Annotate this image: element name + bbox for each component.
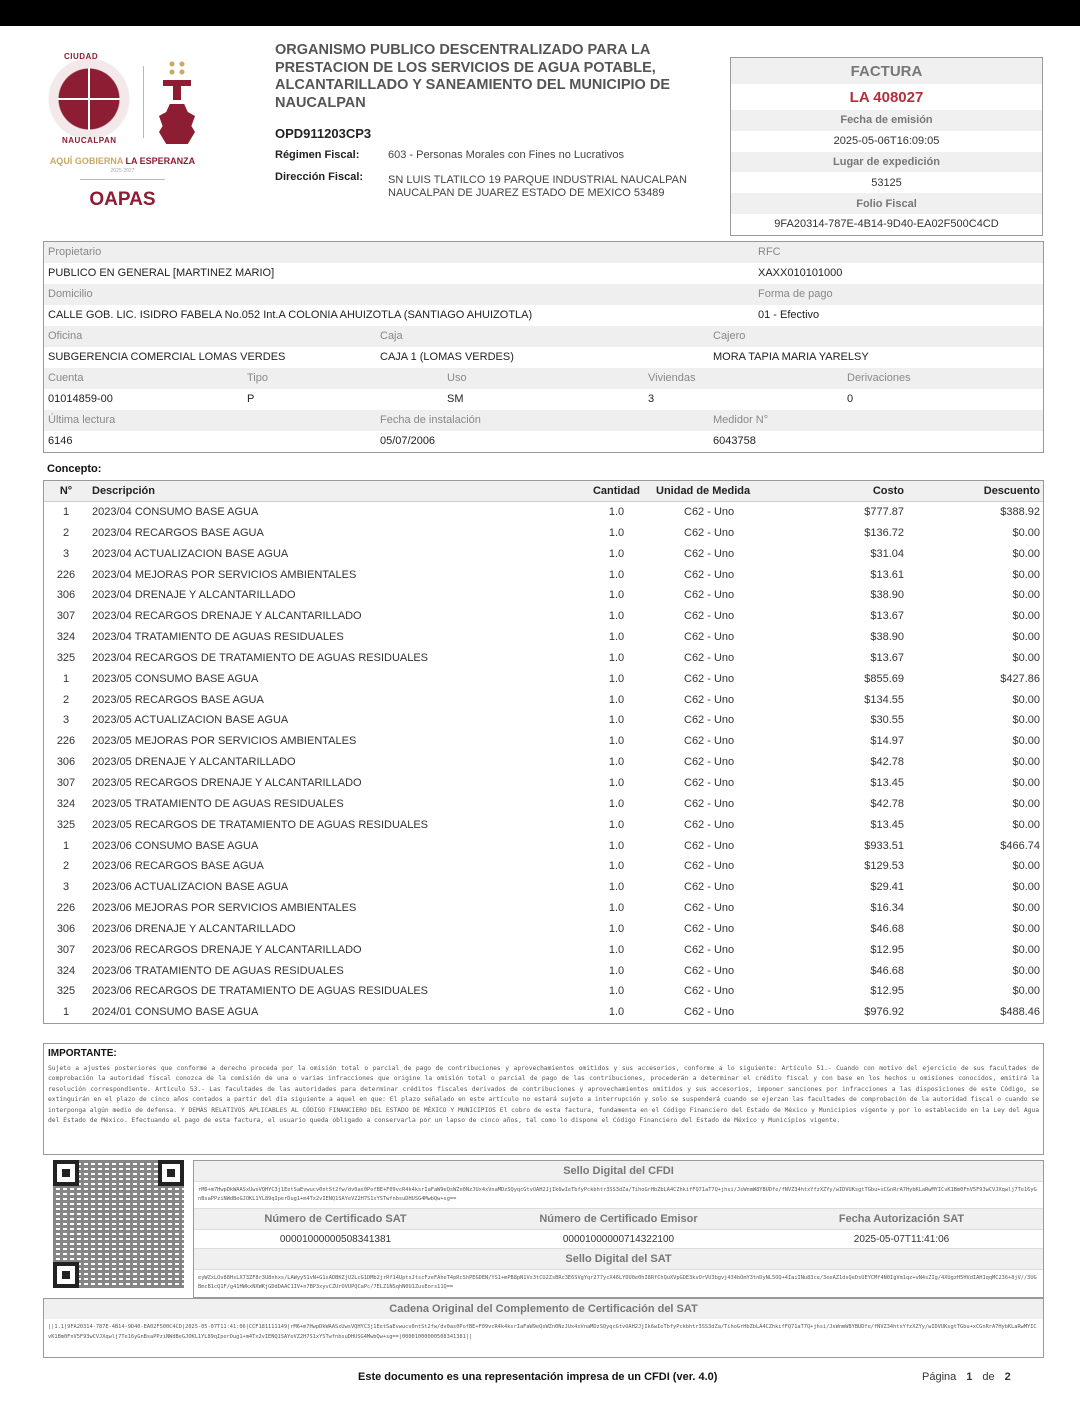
row-costo: $12.95 [870,985,904,998]
row-n: 325 [56,985,76,998]
direccion-fiscal: Dirección Fiscal: SN LUIS TLATILCO 19 PARQUE INDUSTRIAL NAUCALPAN NAUCALPAN DE JUAREZ ESTADO DE MEXICO 53489 [275,170,687,199]
row-cantidad: 1.0 [608,714,625,727]
row-n: 324 [56,631,76,644]
cajero-label: Cajero [713,330,746,342]
row-unidad: C62 - Uno [684,985,735,998]
row-descuento: $0.00 [1012,735,1040,748]
row-costo: $13.45 [870,818,904,831]
row-descripcion: 2023/05 RECARGOS DRENAJE Y ALCANTARILLADO [92,776,362,789]
row-descripcion: 2023/04 TRATAMIENTO DE AGUAS RESIDUALES [92,631,344,644]
importante-box [43,1043,1044,1155]
row-cantidad: 1.0 [608,985,625,998]
row-n: 3 [62,714,70,727]
row-unidad: C62 - Uno [684,922,735,935]
row-unidad: C62 - Uno [684,1006,735,1019]
concepto-table-header [44,481,1043,502]
row-cantidad: 1.0 [608,756,625,769]
row-n: 324 [56,797,76,810]
row-unidad: C62 - Uno [684,943,735,956]
row-descuento: $0.00 [1012,964,1040,977]
cfdi-footer-note: Este documento es una representación impresa de un CFDI (ver. 4.0) [358,1371,718,1383]
table-row [44,627,1043,648]
table-row [44,940,1043,961]
row-costo: $29.41 [870,881,904,894]
row-descuento: $0.00 [1012,589,1040,602]
row-unidad: C62 - Uno [684,568,735,581]
row-cantidad: 1.0 [608,1006,625,1019]
sello-digital-box [193,1160,1044,1298]
row-descripcion: 2023/05 TRATAMIENTO DE AGUAS RESIDUALES [92,797,344,810]
table-row [44,606,1043,627]
row-n: 1 [62,506,70,518]
naucalpan-glyph-icon [157,60,197,148]
table-row [44,981,1043,1002]
row-costo: $136.72 [864,526,904,539]
row-unidad: C62 - Uno [684,714,735,727]
row-descuento: $0.00 [1012,693,1040,706]
row-cantidad: 1.0 [608,610,625,623]
cert-emisor-label: Número de Certificado Emisor [477,1209,760,1230]
row-unidad: C62 - Uno [684,526,735,539]
table-row [44,523,1043,544]
row-cantidad: 1.0 [608,651,625,664]
row-descripcion: 2023/06 CONSUMO BASE AGUA [92,839,259,852]
fecha-emision-value: 2025-05-06T16:09:05 [833,135,940,148]
row-descuento: $0.00 [1012,631,1040,644]
row-costo: $42.78 [870,797,904,810]
sello-sat-label: Sello Digital del SAT [194,1249,1043,1270]
propietario-value: PUBLICO EN GENERAL [MARTINEZ MARIO] [48,267,275,279]
row-unidad: C62 - Uno [684,776,735,789]
row-n: 325 [56,651,76,664]
row-descripcion: 2023/06 RECARGOS DE TRATAMIENTO DE AGUAS RESIDUALES [92,985,429,998]
row-n: 226 [56,902,76,915]
row-descripcion: 2023/05 RECARGOS DE TRATAMIENTO DE AGUAS RESIDUALES [92,818,429,831]
table-row [44,752,1043,773]
factura-box [730,57,1043,236]
oficina-value: SUBGERENCIA COMERCIAL LOMAS VERDES [48,351,286,363]
rfc-value: XAXX010101000 [758,267,843,279]
cert-emisor-value: 00001000000714322100 [477,1230,760,1249]
row-descripcion: 2023/06 RECARGOS BASE AGUA [92,860,264,873]
oapas-logo [40,52,205,222]
row-n: 307 [56,610,76,623]
row-descuento: $466.74 [1000,839,1040,852]
sello-cfdi-value: rM6+m7HwpDkWAASxUwsVQHYC3j1EetSaEvwucv0ntSt2fw/dv0as0PofBE+F09vcR4k4ksrIaFaW9eQsWZn0NzJUx4xVnaMDzSQyqcGtvOAH2JjIk6wIeTbfyPckbhtr3SS3dZa/TihoGrHbZbLA4CZhkifFQ71aT7Q+jhsi/JsWnmW8YBUDfe/fNVZ34htxYfzXZYy/wIDVUKsgtTGbu+xCGnRrA7HybKLaRwMYICvK1Bm0FnV5F93wCVJXqwlj7Te16yGnBsaPPziNWdBeGJOKL1YL89qIperDug1+m4Tx2vIENQ1SAYeVZ2H7S1xYSTwfnbsuDHUSG4MwbQw+sg== [194,1182,1043,1209]
row-costo: $129.53 [864,860,904,873]
row-unidad: C62 - Uno [684,672,735,685]
table-row [44,856,1043,877]
viviendas-value: 3 [648,393,655,405]
medidor-value: 6043758 [713,435,756,447]
row-descuento: $0.00 [1012,797,1040,810]
table-row [44,731,1043,752]
row-cantidad: 1.0 [608,589,625,602]
row-unidad: C62 - Uno [684,693,735,706]
row-descripcion: 2023/04 RECARGOS BASE AGUA [92,526,264,539]
row-cantidad: 1.0 [608,693,625,706]
row-cantidad: 1.0 [608,672,625,685]
row-unidad: C62 - Uno [684,506,735,518]
row-costo: $976.92 [864,1006,904,1019]
row-n: 306 [56,922,76,935]
row-costo: $16.34 [870,902,904,915]
row-n: 3 [62,547,70,560]
row-unidad: C62 - Uno [684,547,735,560]
seal-text-bottom: NAUCALPAN [62,136,117,145]
header-costo: Costo [872,485,904,497]
row-unidad: C62 - Uno [684,589,735,602]
row-n: 226 [56,568,76,581]
row-n: 307 [56,943,76,956]
row-cantidad: 1.0 [608,631,625,644]
tipo-value: P [247,393,255,405]
row-cantidad: 1.0 [608,943,625,956]
row-cantidad: 1.0 [608,526,625,539]
header-descripcion: Descripción [92,485,155,497]
cert-sat-label: Número de Certificado SAT [194,1209,477,1230]
row-cantidad: 1.0 [608,902,625,915]
row-costo: $31.04 [870,547,904,560]
rfc-label: RFC [758,246,781,258]
page-current: 1 [966,1371,973,1383]
row-descuento: $0.00 [1012,526,1040,539]
regimen-fiscal: Régimen Fiscal: 603 - Personas Morales con Fines no Lucrativos [275,149,625,161]
row-descuento: $0.00 [1012,881,1040,894]
row-cantidad: 1.0 [608,839,625,852]
table-row [44,690,1043,711]
table-row [44,836,1043,857]
oficina-label: Oficina [48,330,83,342]
row-descripcion: 2023/06 ACTUALIZACION BASE AGUA [92,881,289,894]
issuer-name: ORGANISMO PUBLICO DESCENTRALIZADO PARA LA PRESTACION DE LOS SERVICIOS DE AGUA POTABLE, ALCANTARILLADO Y SANEAMIENTO DEL MUNICIPIO DE NAUCALPAN [275,42,671,111]
lugar-expedicion-value: 53125 [871,176,902,189]
row-unidad: C62 - Uno [684,610,735,623]
row-descripcion: 2023/05 ACTUALIZACION BASE AGUA [92,714,289,727]
row-costo: $42.78 [870,756,904,769]
row-descuento: $0.00 [1012,860,1040,873]
row-n: 1 [62,672,70,685]
row-cantidad: 1.0 [608,818,625,831]
concepto-label: Concepto: [47,463,102,475]
row-cantidad: 1.0 [608,964,625,977]
row-unidad: C62 - Uno [684,651,735,664]
issuer-rfc: OPD911203CP3 [275,126,372,141]
row-n: 1 [62,1006,70,1019]
row-descuento: $0.00 [1012,985,1040,998]
row-costo: $13.67 [870,651,904,664]
row-descuento: $488.46 [1000,1006,1040,1019]
row-cantidad: 1.0 [608,776,625,789]
propietario-label: Propietario [48,246,102,258]
row-unidad: C62 - Uno [684,818,735,831]
cajero-value: MORA TAPIA MARIA YARELSY [713,351,869,363]
row-unidad: C62 - Uno [684,902,735,915]
row-costo: $933.51 [864,839,904,852]
row-descripcion: 2023/04 RECARGOS DE TRATAMIENTO DE AGUAS RESIDUALES [92,651,429,664]
row-costo: $30.55 [870,714,904,727]
row-cantidad: 1.0 [608,735,625,748]
logo-slogan: AQUÍ GOBIERNA LA ESPERANZA [49,156,196,166]
caja-value: CAJA 1 (LOMAS VERDES) [380,351,514,363]
row-descuento: $427.86 [1000,672,1040,685]
row-n: 226 [56,735,76,748]
row-descuento: $0.00 [1012,651,1040,664]
header-n: N° [59,485,73,497]
row-n: 2 [62,860,70,873]
domicilio-label: Domicilio [48,288,93,300]
fecha-autorizacion-label: Fecha Autorización SAT [760,1209,1043,1230]
logo-divider [143,66,144,138]
table-row [44,710,1043,731]
uso-value: SM [447,393,464,405]
row-cantidad: 1.0 [608,547,625,560]
concepto-table [43,480,1044,1024]
customer-info [43,241,1044,453]
row-costo: $777.87 [864,506,904,518]
cadena-label: Cadena Original del Complemento de Certificación del SAT [44,1299,1043,1319]
page-total: 2 [1004,1371,1011,1383]
folio-fiscal-label: Folio Fiscal [731,193,1042,214]
table-row [44,648,1043,669]
table-row [44,1002,1043,1023]
row-n: 325 [56,818,76,831]
row-descripcion: 2023/04 MEJORAS POR SERVICIOS AMBIENTALES [92,568,357,581]
row-costo: $13.67 [870,610,904,623]
row-descripcion: 2023/06 RECARGOS DRENAJE Y ALCANTARILLADO [92,943,362,956]
row-descripcion: 2023/05 MEJORAS POR SERVICIOS AMBIENTALES [92,735,357,748]
cert-sat-value: 00001000000508341381 [194,1230,477,1249]
domicilio-value: CALLE GOB. LIC. ISIDRO FABELA No.052 Int.A COLONIA AHUIZOTLA (SANTIAGO AHUIZOTLA) [48,309,533,321]
row-descripcion: 2024/01 CONSUMO BASE AGUA [92,1006,259,1019]
row-n: 2 [62,526,70,539]
table-row [44,565,1043,586]
row-n: 2 [62,693,70,706]
cuenta-label: Cuenta [48,372,84,384]
row-descuento: $0.00 [1012,776,1040,789]
row-descripcion: 2023/05 CONSUMO BASE AGUA [92,672,259,685]
tipo-label: Tipo [247,372,268,384]
row-descuento: $0.00 [1012,610,1040,623]
row-cantidad: 1.0 [608,568,625,581]
row-descuento: $0.00 [1012,943,1040,956]
row-descripcion: 2023/06 DRENAJE Y ALCANTARILLADO [92,922,296,935]
row-descuento: $0.00 [1012,922,1040,935]
row-descuento: $0.00 [1012,818,1040,831]
row-descuento: $0.00 [1012,568,1040,581]
row-descripcion: 2023/04 ACTUALIZACION BASE AGUA [92,547,289,560]
forma-pago-value: 01 - Efectivo [758,309,820,321]
row-cantidad: 1.0 [608,860,625,873]
row-costo: $134.55 [864,693,904,706]
row-unidad: C62 - Uno [684,631,735,644]
row-descripcion: 2023/04 RECARGOS DRENAJE Y ALCANTARILLADO [92,610,362,623]
ultima-lectura-label: Última lectura [48,414,116,426]
table-row [44,669,1043,690]
table-row [44,794,1043,815]
row-cantidad: 1.0 [608,922,625,935]
row-descuento: $0.00 [1012,756,1040,769]
row-descripcion: 2023/05 RECARGOS BASE AGUA [92,693,264,706]
row-cantidad: 1.0 [608,506,625,518]
table-row [44,877,1043,898]
row-unidad: C62 - Uno [684,964,735,977]
forma-pago-label: Forma de pago [758,288,833,300]
row-n: 324 [56,964,76,977]
derivaciones-value: 0 [847,393,854,405]
row-descripcion: 2023/06 TRATAMIENTO DE AGUAS RESIDUALES [92,964,344,977]
table-row [44,544,1043,565]
row-costo: $13.45 [870,776,904,789]
viviendas-label: Viviendas [648,372,696,384]
caja-label: Caja [380,330,403,342]
row-unidad: C62 - Uno [684,860,735,873]
row-unidad: C62 - Uno [684,797,735,810]
header-unidad: Unidad de Medida [656,485,751,497]
row-costo: $12.95 [870,943,904,956]
sello-cfdi-label: Sello Digital del CFDI [194,1161,1043,1182]
issuer-block [275,42,725,201]
table-row [44,502,1043,523]
factura-folio: LA 408027 [731,84,1042,110]
medidor-label: Medidor N° [713,414,769,426]
seal-text-top: CIUDAD [64,52,99,61]
row-descuento: $0.00 [1012,902,1040,915]
cadena-value: ||1.1|9FA20314-787E-4B14-9D40-EA02F500C4CD|2025-05-07T11:41:06|CCF181111149|rM6+m7HwpDkWAASxUwsVQHYC3j1EetSaEvwucv0ntSt2fw/dv0as0PofBE+F09vcR4k4ksrIaFaW9eQsWZn0NzJUx4xVnaMDzSQyqcGtvOAH2JjIk6wIeTbfyPckbhtr3SS3dZa/TihoGrHbZbLA4CZhkifFQ71aT7Q+jhsi/JsWnmW8YBUDfe/fNVZ34htxYfzXZYy/wIDVUKsgtTGbu+xCGnRrA7HybKLaRwMYICvK1Bm0FnV5F93wCVJXqwlj7Te16yGnBsaPPziNWdBeGJOKL1YL89qIperDug1+m4Tx2vIENQ1SAYeVZ2H7S1xYSTwfnbsuDHUSG4MwbQw+sg==|00001000000508341381|| [48,1324,1037,1340]
row-costo: $855.69 [864,672,904,685]
row-descuento: $0.00 [1012,547,1040,560]
row-costo: $14.97 [870,735,904,748]
header-descuento: Descuento [983,485,1040,497]
table-row [44,585,1043,606]
cadena-original-box [43,1298,1044,1358]
row-unidad: C62 - Uno [684,881,735,894]
table-row [44,961,1043,982]
row-costo: $38.90 [870,589,904,602]
folio-fiscal-value: 9FA20314-787E-4B14-9D40-EA02F500C4CD [774,218,999,231]
concepto-table-body [44,502,1043,1023]
fecha-instalacion-value: 05/07/2006 [380,435,436,447]
row-costo: $46.68 [870,922,904,935]
ultima-lectura-value: 6146 [48,435,73,447]
sello-sat-value: eyWZxLOv88HsLX73ZF8r3U8nhxs/LAWyy51vN+G1sADBKZjU2LcG1DMb2jrRf14UptsJtscFzeFAheT4pRcShPEGDEN/YS1+mPB8pN1Vs3tCU2ZsBRc3E6SVgYqr277ycX46LYDU0e0hI8RfChQuXVpGDE3kvOrVU3bgvj434bOmY3tnDyNL5OQ+4IaiINu83ce/3eeAZ1dsQeDsUEYCMf4N0IgVm1qz+vN4sZIg/4XUgzH5HVdIAH1qqMC236+8jV//3UGBmcB1cQ1F/g41HWkxNXWKjGDdDAAC1IV+n7BP3xyvCZUrOVUPQCaPc/7ELZ1NSqhN0U1ZusEors11Q== [198,1275,1037,1290]
cuenta-value: 01014859-00 [48,393,113,405]
row-cantidad: 1.0 [608,797,625,810]
header-cantidad: Cantidad [592,485,641,497]
fecha-autorizacion-value: 2025-05-07T11:41:06 [760,1230,1043,1249]
row-n: 3 [62,881,70,894]
uso-label: Uso [447,372,467,384]
derivaciones-label: Derivaciones [847,372,911,384]
row-unidad: C62 - Uno [684,735,735,748]
fecha-emision-label: Fecha de emisión [731,110,1042,131]
row-n: 307 [56,776,76,789]
top-black-bar [0,0,1080,26]
importante-text: Sujeto a ajustes posteriores que conforme a derecho proceda por la omisión total o parcial de pago de contribuciones y aprovechamientos omitidos y sus accesorios, conforme a lo siguiente: Artículo 51.- Cuando con motivo del ejercicio de sus facultades de comprobación la autoridad fiscal conozca de la comisión de una o varias infracciones que origine la omisión total o parcial de pago de las contribuciones, procederán a determinar el crédito fiscal y con base en los hechos u omisiones conocidos, emitirá la resolución correspondiente. Artículo 53.- Las facultades de las autoridades para determinar créditos fiscales derivados de contribuciones y aprovechamientos omitidos y sus accesorios, imponer sanciones por infracciones a las disposiciones de este Código, se extinguirán en el plazo de cinco años contados a partir del día siguiente a aquel en que: El plazo señalado en este artículo no estará sujeto a interrupción y solo se suspenderá cuando se ejerzan las facultades de comprobación de la autoridad fiscal o cuando se interponga algún medio de defensa. Y DEMÁS RELATIVOS APLICABLES AL CÓDIGO FINANCIERO DEL ESTADO DE MÉXICO Y MUNICIPIOS El cobro de esta factura, fundamenta en el Código Financiero del Estado de México y Municipios vigente y por lo establecido en la Ley del Agua del Estado de México. Efectuando el pago de esta factura, el usuario queda obligado a conservarla por un lapso de cinco años, tal como lo dispone el Código Financiero del Estado de México y Municipios vigente. [48,1065,1039,1125]
row-unidad: C62 - Uno [684,839,735,852]
row-unidad: C62 - Uno [684,756,735,769]
row-costo: $46.68 [870,964,904,977]
table-row [44,773,1043,794]
page-indicator: Página 1 de 2 [922,1371,1011,1383]
table-row [44,919,1043,940]
row-descripcion: 2023/04 DRENAJE Y ALCANTARILLADO [92,589,296,602]
factura-title: FACTURA [731,58,1042,84]
row-descripcion: 2023/05 DRENAJE Y ALCANTARILLADO [92,756,296,769]
table-row [44,898,1043,919]
row-n: 1 [62,839,70,852]
row-cantidad: 1.0 [608,881,625,894]
row-descuento: $0.00 [1012,714,1040,727]
lugar-expedicion-label: Lugar de expedición [731,152,1042,173]
row-n: 306 [56,589,76,602]
row-n: 306 [56,756,76,769]
row-costo: $38.90 [870,631,904,644]
importante-title: IMPORTANTE: [48,1048,117,1059]
row-costo: $13.61 [870,568,904,581]
row-descuento: $388.92 [1000,506,1040,518]
table-row [44,815,1043,836]
logo-years: 2025-2027 [110,168,135,174]
row-descripcion: 2023/04 CONSUMO BASE AGUA [92,506,259,518]
row-descripcion: 2023/06 MEJORAS POR SERVICIOS AMBIENTALES [92,902,357,915]
fecha-instalacion-label: Fecha de instalación [380,414,481,426]
logo-oapas-text: OAPAS [89,189,156,210]
qr-code-icon [53,1160,184,1288]
